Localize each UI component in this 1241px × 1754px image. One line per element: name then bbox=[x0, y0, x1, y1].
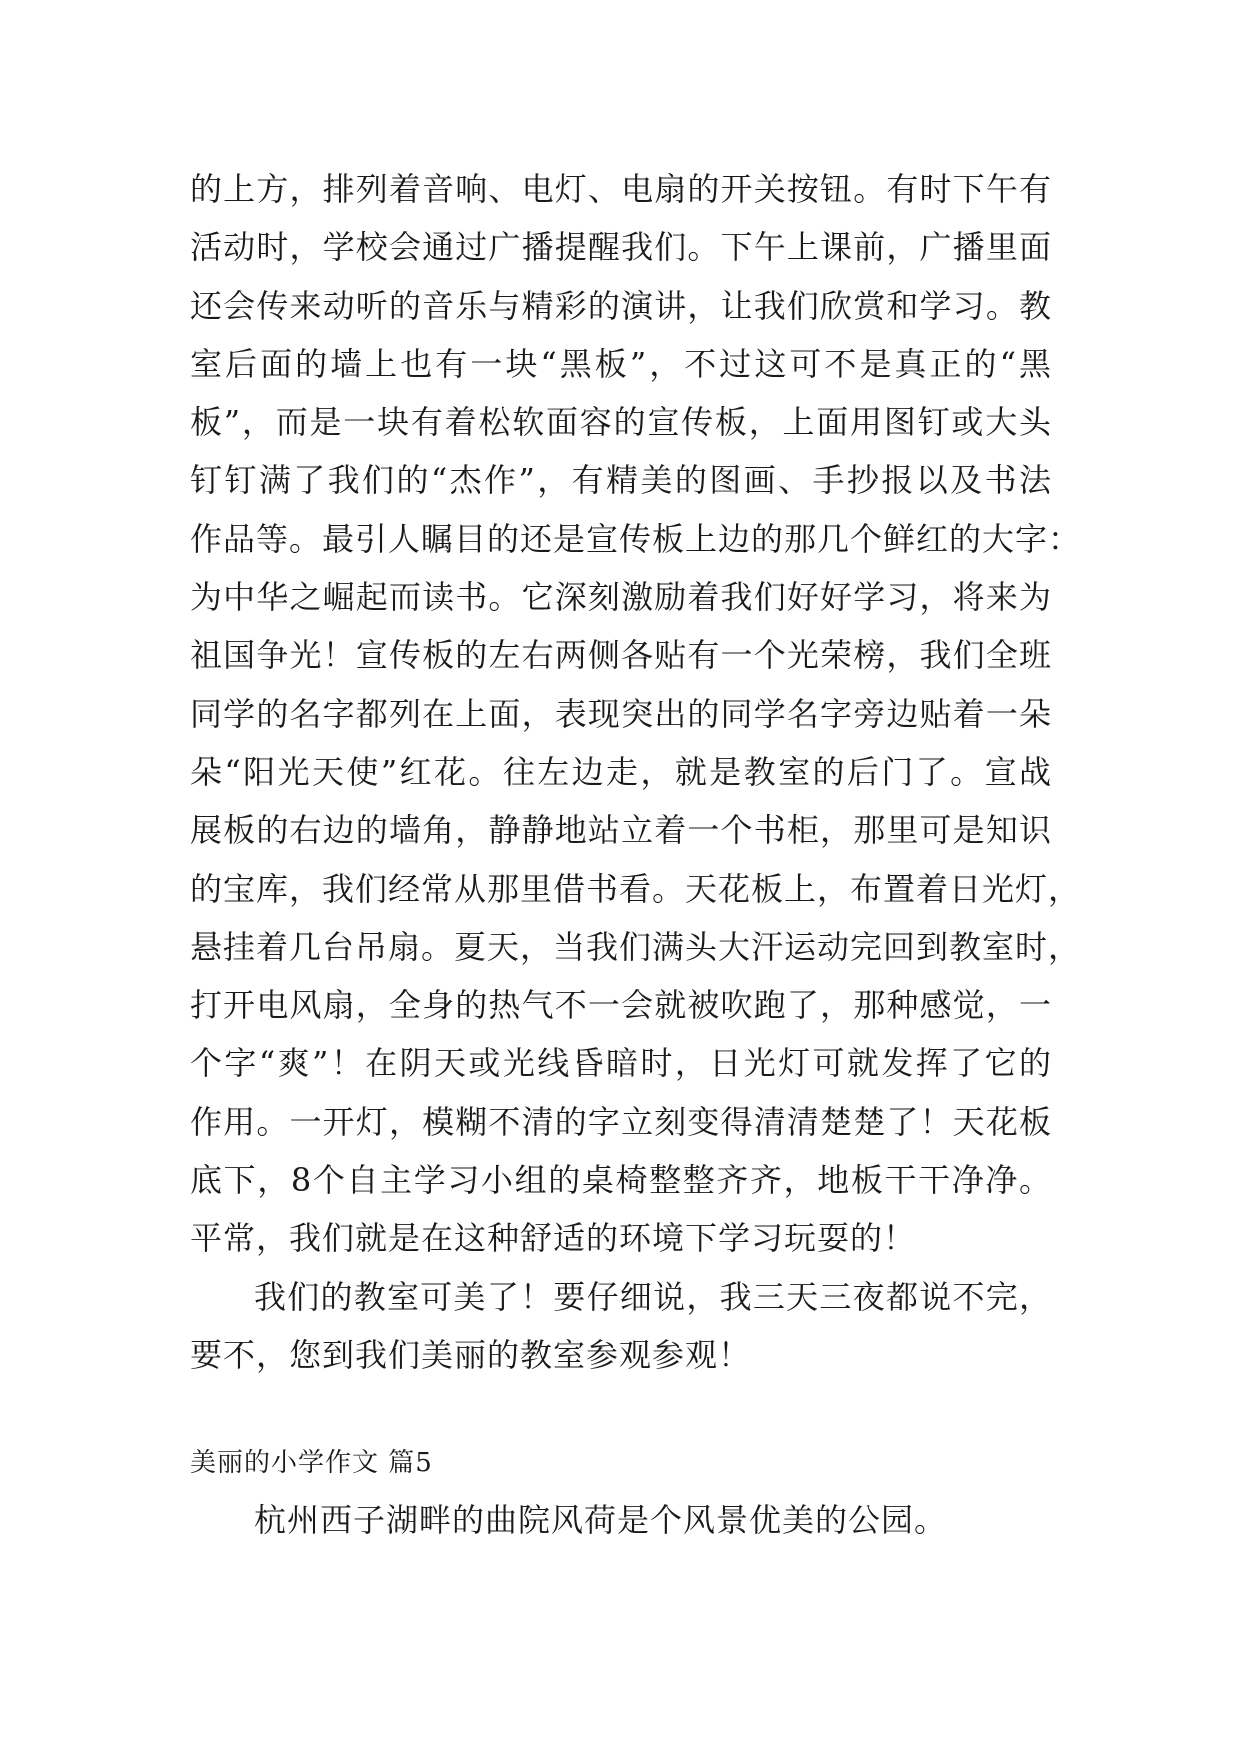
text-line: 室后面的墙上也有一块“黑板”，不过这可不是真正的“黑 bbox=[190, 344, 1052, 383]
text-line: 打开电风扇，全身的热气不一会就被吹跑了，那种感觉，一 bbox=[190, 986, 1052, 1025]
text-line: 钉钉满了我们的“杰作”，有精美的图画、手抄报以及书法 bbox=[190, 461, 1052, 500]
section-heading: 美丽的小学作文 篇5 bbox=[190, 1448, 433, 1478]
essay-body bbox=[190, 160, 1082, 1384]
text-line: 展板的右边的墙角，静静地站立着一个书柜，那里可是知识 bbox=[190, 811, 1052, 850]
text-line: 为中华之崛起而读书。它深刻激励着我们好好学习，将来为 bbox=[190, 578, 1052, 617]
text-line: 活动时，学校会通过广播提醒我们。下午上课前，广播里面 bbox=[190, 228, 1052, 267]
text-line: 杭州西子湖畔的曲院风荷是个风景优美的公园。 bbox=[254, 1501, 948, 1539]
text-line: 个字“爽”！在阴天或光线昏暗时，日光灯可就发挥了它的 bbox=[190, 1044, 1052, 1083]
text-line: 悬挂着几台吊扇。夏天，当我们满头大汗运动完回到教室时， bbox=[190, 927, 1082, 966]
text-line: 平常，我们就是在这种舒适的环境下学习玩耍的！ bbox=[190, 1219, 917, 1258]
text-line: 作用。一开灯，模糊不清的字立刻变得清清楚楚了！天花板 bbox=[190, 1102, 1052, 1141]
text-line: 作品等。最引人瞩目的还是宣传板上边的那几个鲜红的大字： bbox=[190, 519, 1082, 558]
text-line: 祖国争光！宣传板的左右两侧各贴有一个光荣榜，我们全班 bbox=[190, 636, 1052, 675]
text-line: 朵“阳光天使”红花。往左边走，就是教室的后门了。宣战 bbox=[190, 752, 1052, 791]
text-line: 的宝库，我们经常从那里借书看。天花板上，布置着日光灯， bbox=[190, 869, 1082, 908]
text-line: 要不，您到我们美丽的教室参观参观！ bbox=[190, 1335, 752, 1374]
text-line: 我们的教室可美了！要仔细说，我三天三夜都说不完， bbox=[254, 1277, 1052, 1316]
text-line: 板”，而是一块有着松软面容的宣传板，上面用图钉或大头 bbox=[190, 403, 1052, 442]
text-line: 的上方，排列着音响、电灯、电扇的开关按钮。有时下午有 bbox=[190, 170, 1052, 208]
text-line: 底下，8个自主学习小组的桌椅整整齐齐，地板干干净净。 bbox=[190, 1161, 1052, 1200]
text-line: 还会传来动听的音乐与精彩的演讲，让我们欣赏和学习。教 bbox=[190, 286, 1052, 325]
next-section bbox=[190, 1435, 1052, 1549]
text-line: 同学的名字都列在上面，表现突出的同学名字旁边贴着一朵 bbox=[190, 694, 1052, 733]
